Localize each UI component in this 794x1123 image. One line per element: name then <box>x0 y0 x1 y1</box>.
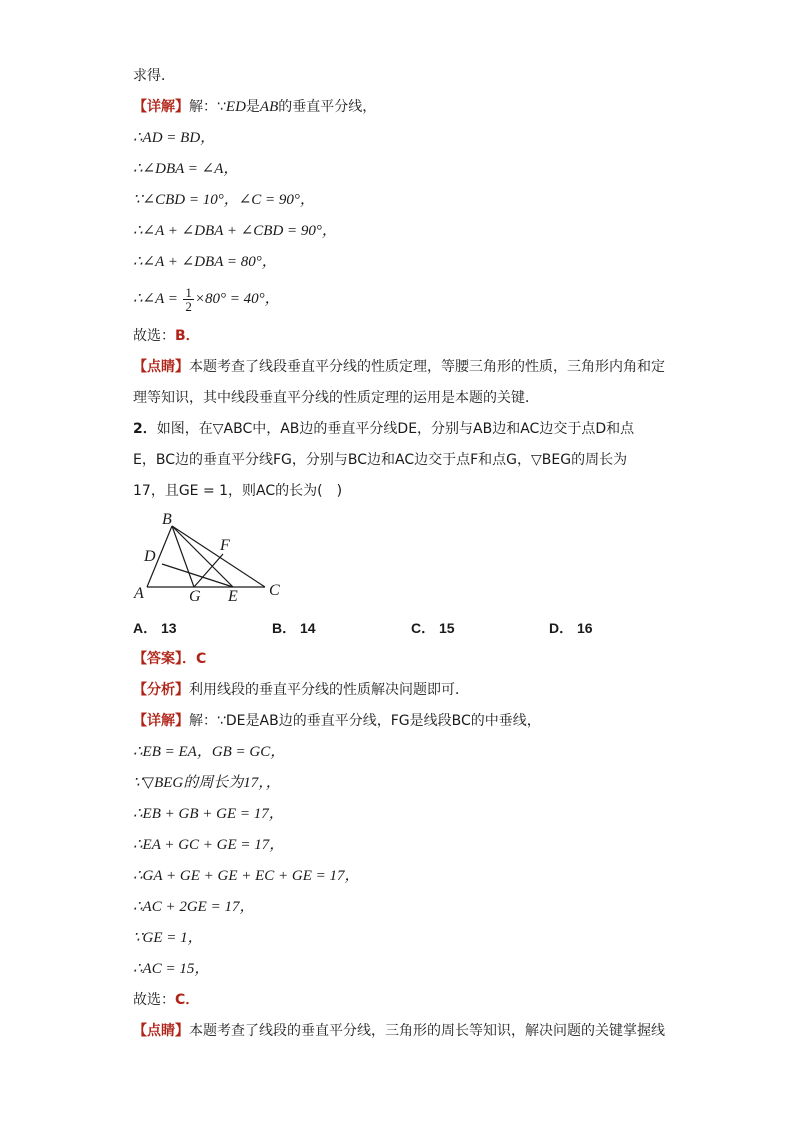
option-c[interactable] <box>411 618 455 638</box>
choice-line <box>133 990 199 1010</box>
label-c: C <box>269 582 280 599</box>
comment-text: 本题考查了线段的垂直平分线，三角形的周长等知识，解决问题的关键掌握线 <box>189 1023 665 1039</box>
option-b[interactable] <box>272 618 316 638</box>
math-ed: ED <box>225 99 246 115</box>
option-d[interactable] <box>549 618 593 638</box>
step-line: ∴EB + GB + GE = 17， <box>133 806 284 822</box>
detail-line <box>133 97 376 117</box>
math-ab: AB <box>259 99 279 115</box>
analysis-text: 利用线段的垂直平分线的性质解决问题即可． <box>189 682 469 698</box>
answer-value: ．C <box>182 651 207 667</box>
step-post: ×80° = 40°， <box>194 291 280 307</box>
analysis-line <box>133 680 469 700</box>
step-line: ∵∠CBD = 10°，∠C = 90°， <box>133 192 315 208</box>
comment-tag: 【点睛】 <box>133 1023 189 1039</box>
choice-answer: C． <box>175 992 200 1008</box>
segment-bc <box>172 526 265 587</box>
detail-line <box>133 711 541 731</box>
option-letter: C． <box>411 620 436 636</box>
step-line: ∴∠DBA = ∠A， <box>133 161 239 177</box>
option-letter: D． <box>549 620 574 636</box>
option-letter: A． <box>133 620 158 636</box>
label-e: E <box>228 588 238 603</box>
detail-text: 解：∵DE是AB边的垂直平分线，FG是线段BC的中垂线， <box>189 713 541 729</box>
option-value: 14 <box>300 620 316 636</box>
option-value: 13 <box>161 620 177 636</box>
option-a[interactable] <box>133 618 177 638</box>
fraction-line <box>133 285 280 313</box>
option-value: 16 <box>577 620 593 636</box>
choice-line <box>133 326 200 346</box>
detail-tag: 【详解】 <box>133 713 189 729</box>
label-g: G <box>189 588 201 603</box>
question-line: 17，且GE = 1，则AC的长为( ) <box>133 483 343 499</box>
choice-prefix: 故选： <box>133 992 175 1008</box>
detail-prefix: 解：∵ <box>189 99 226 115</box>
question-number: 2． <box>133 421 157 437</box>
analysis-tag: 【分析】 <box>133 682 189 698</box>
label-d: D <box>144 548 156 565</box>
segment-bg <box>172 526 194 587</box>
step-pre: ∴∠A = <box>133 291 178 307</box>
detail-tag: 【详解】 <box>133 99 189 115</box>
step-line: ∴EA + GC + GE = 17， <box>133 837 285 853</box>
text-end: 的垂直平分线， <box>278 99 377 115</box>
option-letter: B． <box>272 620 297 636</box>
fraction-numerator: 1 <box>185 284 192 300</box>
triangle-figure <box>130 508 290 603</box>
comment-line: 理等知识，其中线段垂直平分线的性质定理的运用是本题的关键． <box>133 390 539 406</box>
step-line: ∴∠A + ∠DBA + ∠CBD = 90°， <box>133 223 337 239</box>
step-line: ∵▽BEG的周长为17，， <box>133 775 281 791</box>
step-line: ∴∠A + ∠DBA = 80°， <box>133 254 277 270</box>
choice-prefix: 故选： <box>133 328 175 344</box>
fraction-denominator: 2 <box>185 298 192 314</box>
step-line: ∴EB = EA，GB = GC， <box>133 744 286 760</box>
comment-line <box>133 1021 665 1041</box>
question-text: 如图，在▽ABC中，AB边的垂直平分线DE，分别与AB边和AC边交于点D和点 <box>156 421 635 437</box>
answer-line <box>133 649 206 669</box>
choice-answer: B． <box>175 328 200 344</box>
text-mid: 是 <box>245 99 260 115</box>
comment-line <box>133 357 665 377</box>
question-line <box>133 419 634 439</box>
step-line: ∴AC = 15， <box>133 961 210 977</box>
step-line: ∵GE = 1， <box>133 930 203 946</box>
label-b: B <box>162 511 172 528</box>
step-line: ∴GA + GE + GE + EC + GE = 17， <box>133 868 360 884</box>
fraction <box>183 286 194 313</box>
label-f: F <box>220 537 230 554</box>
comment-text: 本题考查了线段垂直平分线的性质定理，等腰三角形的性质，三角形内角和定 <box>189 359 665 375</box>
question-line: E，BC边的垂直平分线FG，分别与BC边和AC边交于点F和点G，▽BEG的周长为 <box>133 452 628 468</box>
label-a: A <box>134 585 144 602</box>
text-line: 求得． <box>133 68 175 84</box>
option-value: 15 <box>439 620 455 636</box>
step-line: ∴AD = BD， <box>133 130 216 146</box>
comment-tag: 【点睛】 <box>133 359 189 375</box>
step-line: ∴AC + 2GE = 17， <box>133 899 255 915</box>
answer-tag: 【答案】 <box>133 651 182 667</box>
